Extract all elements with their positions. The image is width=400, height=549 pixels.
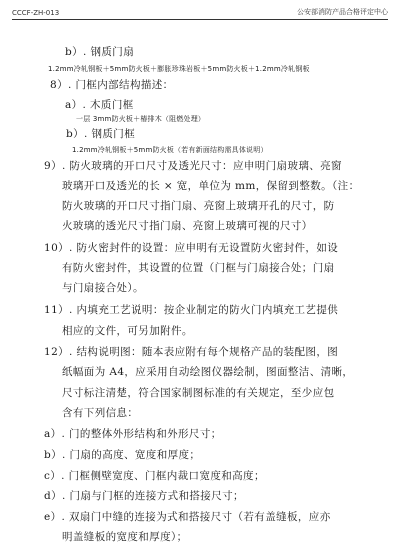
item-a-wood-frame: a）. 木质门框	[65, 99, 134, 111]
steel-leaf-structure: 1.2mm冷轧钢板＋5mm防火板＋膨胀珍珠岩板＋5mm防火板＋1.2mm冷轧钢板	[48, 65, 310, 73]
paragraph-line: 玻璃开口及透光的长 × 宽，单位为 mm，保留到整数。（注：	[62, 180, 360, 192]
item-b-steel-leaf: b）. 钢质门扇	[65, 46, 135, 58]
item-12-structure-drawing: 12）. 结构说明图：随本表应附有每个规格产品的装配图，图	[44, 346, 339, 358]
item-10-seal-setting: 10）. 防火密封件的设置：应申明有无设置防火密封件，如设	[44, 242, 339, 254]
list-item-c: c）. 门框侧壁宽度、门框内裁口宽度和高度；	[44, 470, 265, 482]
paragraph-line: 含有下列信息：	[62, 407, 139, 419]
organization-name: 公安部消防产品合格评定中心	[297, 8, 388, 16]
list-item-e: e）. 双扇门中缝的连接为式和搭接尺寸（若有盖缝板，应亦	[44, 511, 331, 523]
paragraph-line: 与门扇接合处）。	[62, 282, 144, 294]
item-8-frame-structure: 8）. 门框内部结构描述：	[50, 79, 174, 91]
paragraph-line: 火玻璃的透光尺寸指门扇、亮窗上玻璃可视的尺寸）	[62, 220, 313, 232]
steel-frame-structure: 1.2mm冷轧钢板＋5mm防火板（若有新面结构需具体说明）	[72, 146, 268, 154]
item-b-steel-frame: b）. 钢质门框	[66, 128, 136, 140]
item-11-filling-process: 11）. 内填充工艺说明：按企业制定的防火门内填充工艺提供	[44, 304, 339, 316]
paragraph-line: 明盖缝板的宽度和厚度）；	[62, 531, 188, 543]
paragraph-line: 有防火密封件，其设置的位置（门框与门扇接合处；门扇	[62, 262, 335, 274]
paragraph-line: 防火玻璃的开口尺寸指门扇、亮窗上玻璃开孔的尺寸，防	[62, 200, 335, 212]
list-item-d: d）. 门扇与门框的连接方式和搭接尺寸；	[44, 490, 244, 502]
paragraph-line: 尺寸标注清楚，符合国家制图标准的有关规定，至少应包	[62, 387, 335, 399]
page-header	[12, 6, 388, 20]
item-9-glass-size: 9）. 防火玻璃的开口尺寸及透光尺寸：应申明门扇玻璃、亮窗	[44, 160, 342, 172]
list-item-a: a）. 门的整体外形结构和外形尺寸；	[44, 428, 222, 440]
paragraph-line: 相应的文件，可另加附件。	[62, 325, 193, 337]
document-code: CCCF-ZH-013	[12, 9, 60, 17]
wood-frame-structure: 一层 3mm防火板＋椿排木（阻燃处理）	[76, 115, 206, 123]
list-item-b: b）. 门扇的高度、宽度和厚度；	[44, 449, 201, 461]
paragraph-line: 纸幅面为 A4，应采用自动绘图仪器绘制，图面整洁、清晰，	[62, 366, 354, 378]
